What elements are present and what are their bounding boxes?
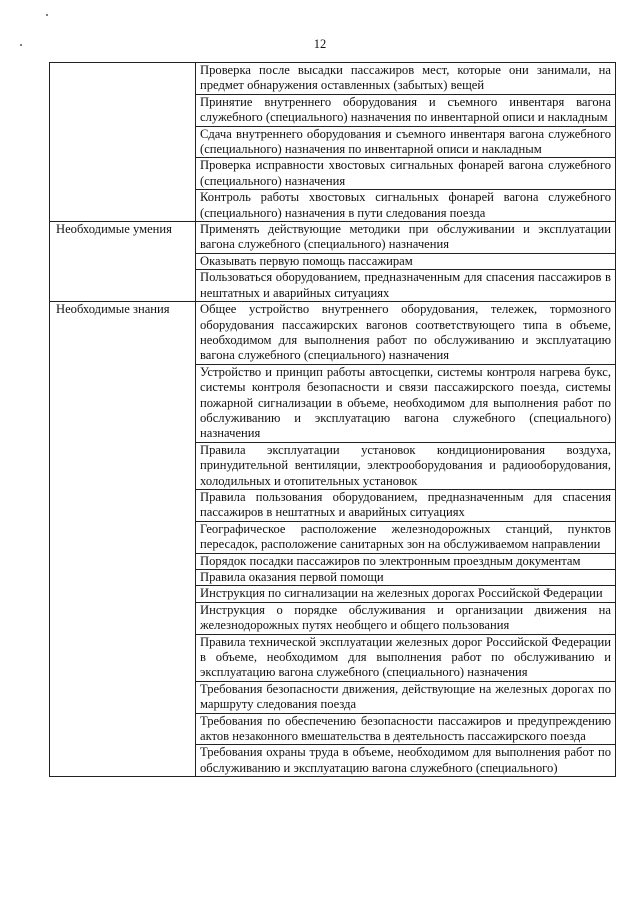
row-group-label [50,63,196,222]
table-cell-item: Требования охраны труда в объеме, необходимом для выполнения работ по обслуживанию и эксплуатацию вагона служебного (специального) [196,745,616,777]
table-cell-item: Оказывать первую помощь пассажирам [196,253,616,269]
table-cell-item: Порядок посадки пассажиров по электронным проездным документам [196,553,616,569]
page-number: 12 [313,37,327,51]
table-cell-item: Правила пользования оборудованием, предназначенным для спасения пассажиров в нештатных и аварийных ситуациях [196,489,616,521]
table-cell-item: Пользоваться оборудованием, предназначенным для спасения пассажиров в нештатных и аварийных ситуациях [196,270,616,302]
table-cell-item: Проверка после высадки пассажиров мест, которые они занимали, на предмет обнаружения оставленных (забытых) вещей [196,63,616,95]
table-cell-item: Контроль работы хвостовых сигнальных фонарей вагона служебного (специального) назначения в пути следования поезда [196,190,616,222]
row-group-label: Необходимые знания [50,302,196,777]
table-cell-item: Правила оказания первой помощи [196,570,616,586]
table-cell-item: Правила эксплуатации установок кондиционирования воздуха, принудительной вентиляции, электрооборудования и радиооборудования, холодильных и отопительных установок [196,442,616,489]
table-cell-item: Инструкция о порядке обслуживания и организации движения на железнодорожных путях необщего и общего пользования [196,602,616,634]
table-row [50,63,616,95]
table-cell-item: Принятие внутреннего оборудования и съемного инвентаря вагона служебного (специального) назначения по инвентарной описи и накладным [196,94,616,126]
table-cell-item: Требования безопасности движения, действующие на железных дорогах по маршруту следования поезда [196,681,616,713]
scan-speck [46,14,48,16]
table-row [50,302,616,365]
competency-table [49,62,616,777]
table-row [50,222,616,254]
table-cell-item: Сдача внутреннего оборудования и съемного инвентаря вагона служебного (специального) назначения по инвентарной описи и накладным [196,126,616,158]
row-group-label: Необходимые умения [50,222,196,302]
table-cell-item: Устройство и принцип работы автосцепки, системы контроля нагрева букс, системы контроля безопасности и связи пассажирского поезда, системы пожарной сигнализации в объеме, необходимом для выполнения работ по обслуживанию и эксплуатацию вагона служебного (специального) назначения [196,364,616,442]
table-cell-item: Требования по обеспечению безопасности пассажиров и предупреждению актов незаконного вмешательства в деятельность пассажирского поезда [196,713,616,745]
table-cell-item: Проверка исправности хвостовых сигнальных фонарей вагона служебного (специального) назначения [196,158,616,190]
table-cell-item: Общее устройство внутреннего оборудования, тележек, тормозного оборудования пассажирских вагонов соответствующего типа в объеме, необходимом для выполнения работ по обслуживанию и эксплуатацию вагона служебного (специального) назначения [196,302,616,365]
table-cell-item: Правила технической эксплуатации железных дорог Российской Федерации в объеме, необходимом для выполнения работ по обслуживанию и эксплуатацию вагона служебного (специального) назначения [196,634,616,681]
table-cell-item: Применять действующие методики при обслуживании и эксплуатации вагона служебного (специального) назначения [196,222,616,254]
table-cell-item: Географическое расположение железнодорожных станций, пунктов пересадок, расположение санитарных зон на обслуживаемом направлении [196,521,616,553]
table-cell-item: Инструкция по сигнализации на железных дорогах Российской Федерации [196,586,616,602]
